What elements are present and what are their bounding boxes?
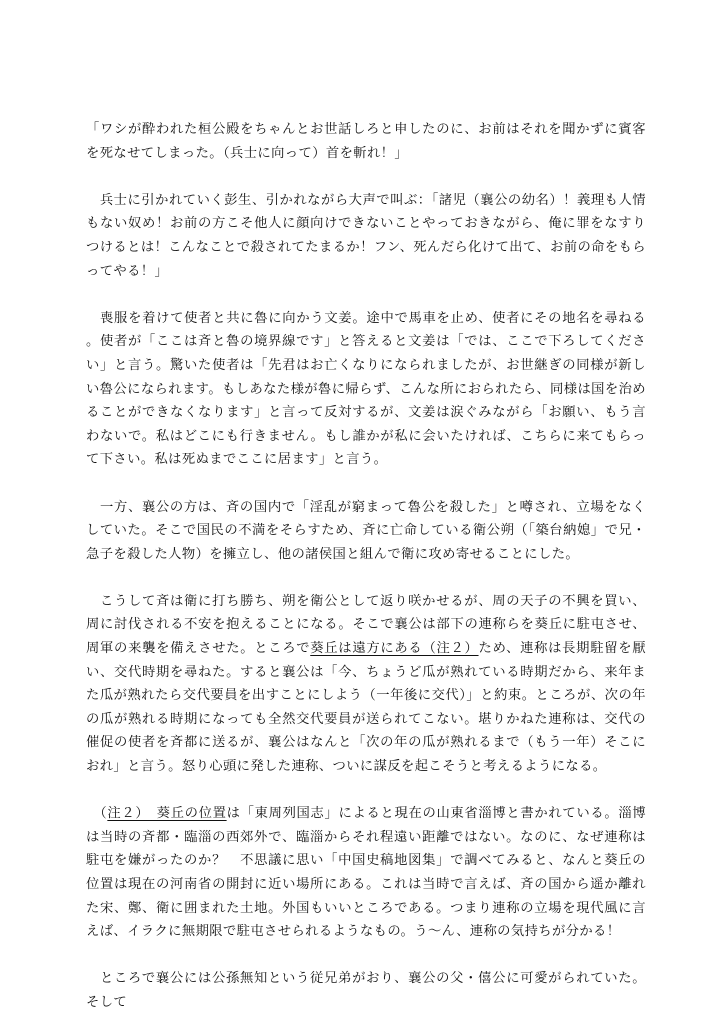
underlined-note-reference: 葵丘は遠方にある（注２） — [310, 641, 479, 657]
paragraph-4 — [86, 496, 646, 567]
underlined-note-heading: 注２） 葵丘の位置 — [107, 806, 227, 822]
paragraph-text: ため、連称は長期駐留を厭い、交代時期を尋ねた。すると襄公は「今、ちょうど瓜が熟れている時期だから、来年また瓜が熟れたら交代要員を出すことにしよう（一年後に交代）」と約束。ところが、次の年の瓜が熟れる時期になっても全然交代要員が送られてこない。堪りかねた連称は、交代の催促の使者を斉都に送るが、襄公はなんと「次の年の瓜が熟れるまで（もう一年）そこにおれ」と言う。怒り心頭に発した連称、ついに謀反を起こそうと考えるようになる。 — [86, 641, 646, 775]
paragraph-text: 「ワシが酔われた桓公殿をちゃんとお世話しろと申したのに、お前はそれを聞かずに賓客を死なせてしまった。（兵士に向って）首を斬れ！」 — [86, 122, 646, 161]
paragraph-text: ところで襄公には公孫無知という従兄弟がおり、襄公の父・僖公に可愛がられていた。そして — [86, 971, 646, 1010]
paragraph-2 — [86, 189, 646, 283]
paragraph-5 — [86, 590, 646, 779]
paragraph-7 — [86, 967, 646, 1014]
paragraph-6-note — [86, 802, 646, 944]
document-page — [86, 118, 646, 1015]
paragraph-1 — [86, 118, 646, 165]
paragraph-text: は「東周列国志」によると現在の山東省淄博と書かれている。淄博は当時の斉都・臨淄の西郊外で、臨淄からそれ程遠い距離ではない。なのに、なぜ連称は駐屯を嫌がったのか？ 不思議に思い「中国史稿地図集」で調べてみると、なんと葵丘の位置は現在の河南省の開封に近い場所にある。これは当時で言えば、斉の国から遥か離れた宋、鄭、衛に囲まれた土地。外国もいいところである。つまり連称の立場を現代風に言えば、イラクに無期限で駐屯させられるようなもの。う～ん、連称の気持ちが分かる！ — [86, 806, 647, 940]
paragraph-text: 一方、襄公の方は、斉の国内で「淫乱が窮まって魯公を殺した」と噂され、立場をなくしていた。そこで国民の不満をそらすため、斉に亡命している衛公朔（「築台納媳」で兄・急子を殺した人物）を擁立し、他の諸侯国と組んで衛に攻め寄せることにした。 — [86, 499, 646, 562]
paragraph-text: こうして斉は衛に打ち勝ち、朔を衛公として返り咲かせるが、周の天子の不興を買い、周に討伐される不安を抱えることになる。そこで襄公は部下の連称らを葵丘に駐屯させ、周軍の来襲を備えさせた。ところで — [86, 593, 646, 657]
paragraph-3 — [86, 307, 646, 472]
paragraph-text: （ — [86, 806, 108, 822]
paragraph-text: 兵士に引かれていく彭生、引かれながら大声で叫ぶ：「諸児（襄公の幼名）！義理も人情もない奴め！お前の方こそ他人に顔向けできないことやっておきながら、俺に罪をなすりつけるとは！こんなことで殺されてたまるか！フン、死んだら化けて出て、お前の命をもらってやる！」 — [86, 192, 646, 279]
paragraph-text: 喪服を着けて使者と共に魯に向かう文姜。途中で馬車を止め、使者にその地名を尋ねる。使者が「ここは斉と魯の境界線です」と答えると文姜は「では、ここで下ろしてください」と言う。驚いた使者は「先君はお亡くなりになられましたが、お世継ぎの同様が新しい魯公になられます。もしあなた様が魯に帰らず、こんな所におられたら、同様は国を治めることができなくなります」と言って反対するが、文姜は涙ぐみながら「お願い、もう言わないで。私はどこにも行きません。もし誰かが私に会いたければ、こちらに来てもらって下さい。私は死ぬまでここに居ます」と言う。 — [86, 310, 646, 468]
